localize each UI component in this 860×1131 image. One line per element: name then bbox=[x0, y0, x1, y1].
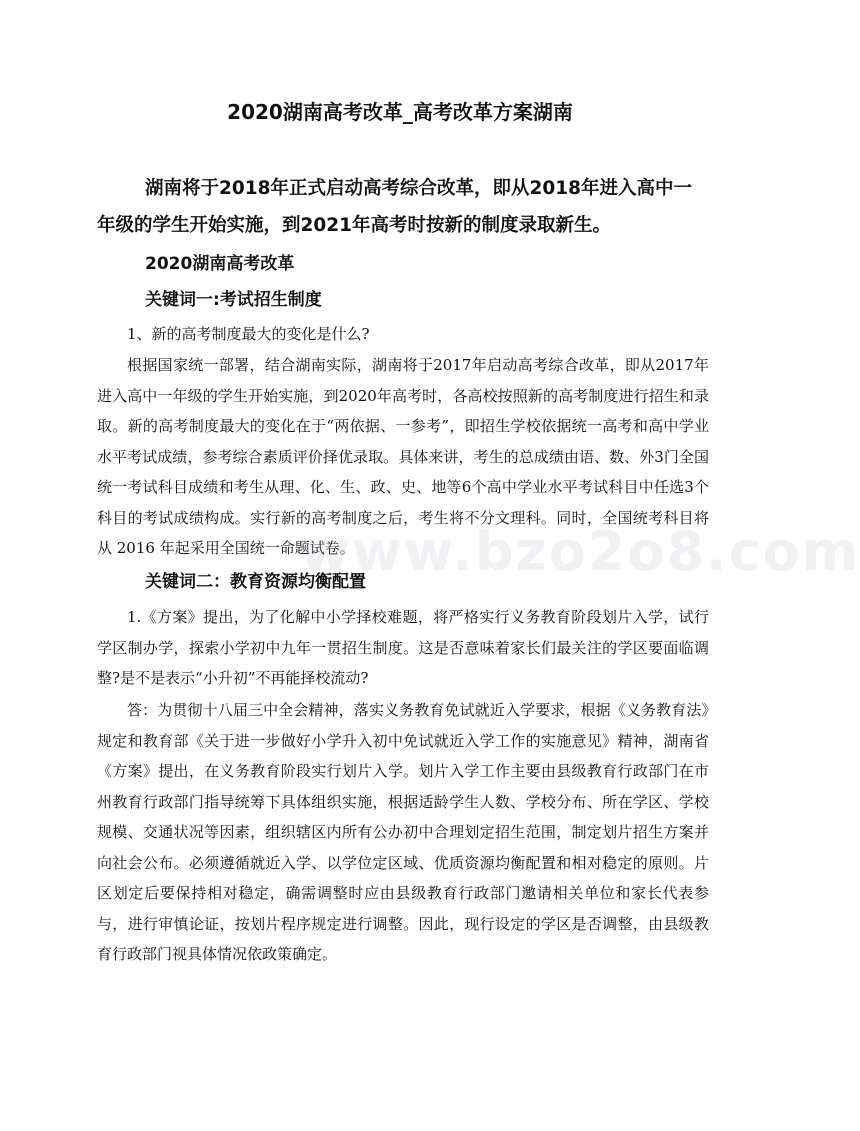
section-title: 2020湖南高考改革 bbox=[145, 254, 295, 274]
keyword1-answer: 根据国家统一部署，结合湖南实际，湖南将于2017年启动高考综合改革，即从2017年进入高中一年级的学生开始实施，到2020年高考时，各高校按照新的高考制度进行招生和录取。新的高考制度最大的变化在于“两依据、一参考”，即招生学校依据统一高考和高中学业水平考试成绩，参考综合素质评价择优录取。具体来讲，考生的总成绩由语、数、外3门全国统一考试科目成绩和考生从理、化、生、政、史、地等6个高中学业水平考试科目中任选3个科目的考试成绩构成。实行新的高考制度之后，考生将不分文理科。同时，全国统考科目将从 2016 年起采用全国统一命题试卷。 bbox=[97, 356, 709, 557]
keyword1-heading: 关键词一:考试招生制度 bbox=[145, 290, 322, 310]
keyword2-answer: 答：为贯彻十八届三中全会精神，落实义务教育免试就近入学要求，根据《义务教育法》规定和教育部《关于进一步做好小学升入初中免试就近入学工作的实施意见》精神，湖南省《方案》提出，在义务教育阶段实行划片入学。划片入学工作主要由县级教育行政部门在市州教育行政部门指导统筹下具体组织实施，根据适龄学生人数、学校分布、所在学区、学校规模、交通状况等因素，组织辖区内所有公办初中合理划定招生范围，制定划片招生方案并向社会公布。必须遵循就近入学、以学位定区域、优质资源均衡配置和相对稳定的原则。片区划定后要保持相对稳定，确需调整时应由县级教育行政部门邀请相关单位和家长代表参与，进行审慎论证，按划片程序规定进行调整。因此，现行设定的学区是否调整，由县级教育行政部门视具体情况依政策确定。 bbox=[97, 701, 709, 963]
keyword1-question: 1、新的高考制度最大的变化是什么? bbox=[127, 325, 370, 343]
keyword2-question: 1.《方案》提出，为了化解中小学择校难题，将严格实行义务教育阶段划片入学，试行学区制办学，探索小学初中九年一贯招生制度。这是否意味着家长们最关注的学区要面临调整?是不是表示“小升初”不再能择校流动? bbox=[97, 608, 709, 687]
document-title: 2020湖南高考改革_高考改革方案湖南 bbox=[227, 100, 573, 124]
lead-paragraph: 湖南将于2018年正式启动高考综合改革，即从2018年进入高中一年级的学生开始实施，到2021年高考时按新的制度录取新生。 bbox=[97, 178, 692, 236]
keyword2-heading: 关键词二：教育资源均衡配置 bbox=[145, 572, 366, 592]
watermark: www.bzo2o8.com bbox=[300, 520, 860, 583]
